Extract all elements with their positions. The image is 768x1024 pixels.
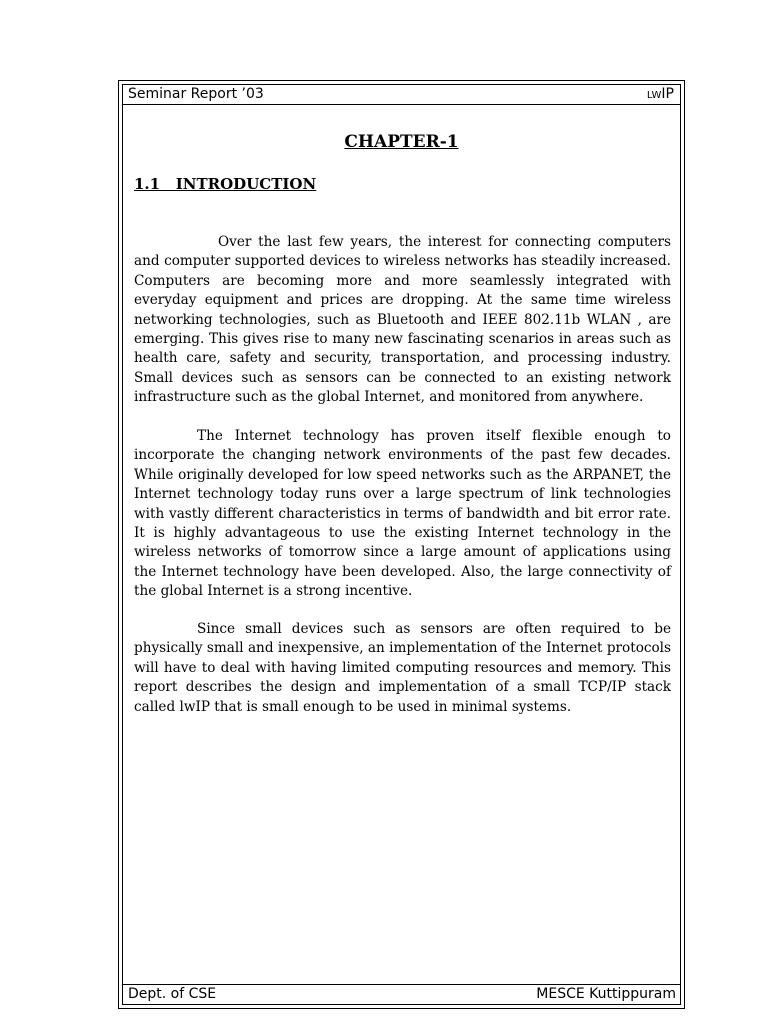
header-report-title: Seminar Report ’03 [128, 86, 264, 102]
page-footer [128, 986, 676, 1004]
section-title: 1.1 INTRODUCTION [134, 175, 317, 193]
footer-institution: MESCE Kuttippuram [536, 986, 676, 1002]
paragraph: Over the last few years, the interest for connecting computers and computer supported devices to wireless networks has steadily increased. Computers are becoming more and more seamlessly integrated with everyday equipment and prices are dropping. At the same time wireless networking technologies, such as Bluetooth and IEEE 802.11b WLAN , are emerging. This gives rise to many new fascinating scenarios in areas such as health care, safety and security, transportation, and processing industry. Small devices such as sensors can be connected to an existing network infrastructure such as the global Internet, and monitored from anywhere. [134, 234, 671, 406]
paragraph: Since small devices such as sensors are often required to be physically small and inexpensive, an implementation of the Internet protocols will have to deal with having limited computing resources and memory. This report describes the design and implementation of a small TCP/IP stack called lwIP that is small enough to be used in minimal systems. [134, 621, 671, 715]
header-topic [647, 86, 674, 102]
footer-department: Dept. of CSE [128, 986, 217, 1002]
header-topic-prefix: LW [646, 90, 662, 101]
page-header [128, 86, 674, 104]
header-rule [122, 104, 681, 105]
paragraph: The Internet technology has proven itself flexible enough to incorporate the changing network environments of the past few decades. While originally developed for low speed networks such as the ARPANET, the Internet technology today runs over a large spectrum of link technologies with vastly different characteristics in terms of bandwidth and bit error rate. It is highly advantageous to use the existing Internet technology in the wireless networks of tomorrow since a large amount of applications using the Internet technology have been developed. Also, the large connectivity of the global Internet is a strong incentive. [134, 428, 671, 600]
chapter-title: CHAPTER-1 [344, 132, 459, 152]
header-topic-suffix: IP [661, 86, 674, 102]
footer-rule [122, 984, 681, 985]
